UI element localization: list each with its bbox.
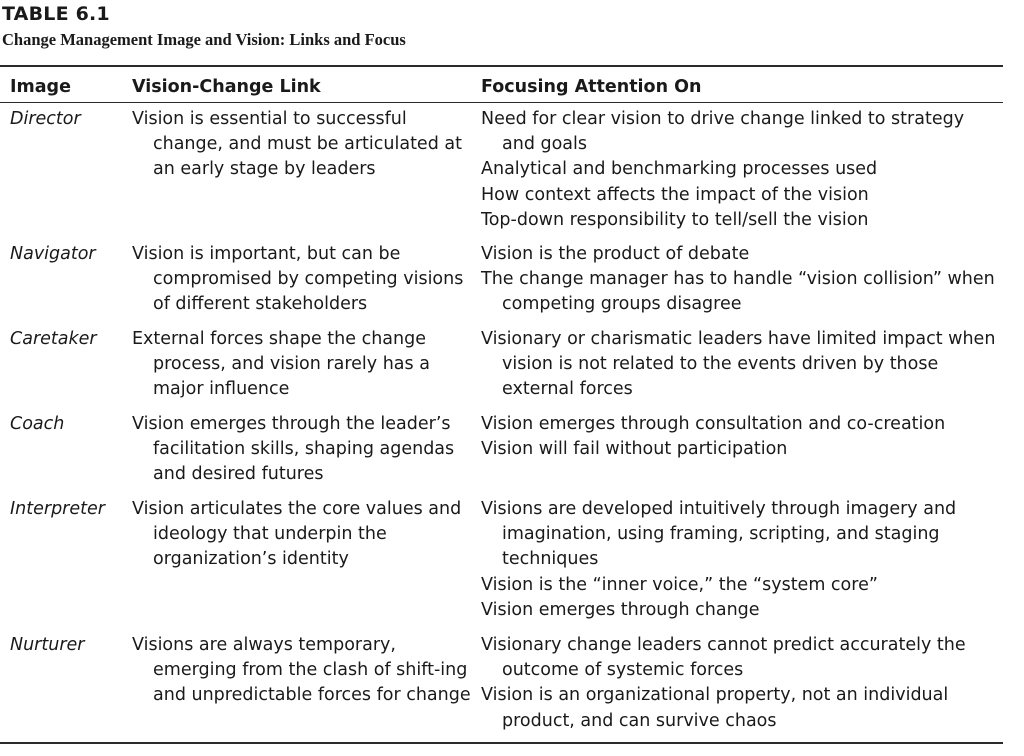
focus-item: Vision will fail without participation — [481, 439, 788, 460]
vision-change-link-cell — [132, 497, 472, 573]
focus-item: Top-down responsibility to tell/sell the vision — [481, 209, 869, 230]
focus-item: Vision is the “inner voice,” the “system core” — [481, 574, 878, 595]
image-cell: Caretaker — [10, 329, 97, 349]
focus-cell — [481, 107, 996, 233]
image-cell: Interpreter — [10, 499, 105, 519]
image-cell: Nurturer — [10, 635, 85, 655]
focus-item: Visionary or charismatic leaders have limited impact when vision is not related to the events driven by those external forces — [481, 329, 996, 400]
table-caption: Change Management Image and Vision: Links and Focus — [2, 30, 406, 49]
focus-cell — [481, 412, 996, 462]
focus-item: Vision is an organizational property, not an individual product, and can survive chaos — [481, 685, 949, 731]
focus-item: Vision emerges through change — [481, 599, 760, 620]
vision-change-link-text: Vision is important, but can be compromised by competing visions of different stakeholders — [132, 244, 464, 315]
focus-item: Need for clear vision to drive change linked to strategy and goals — [481, 109, 965, 155]
header-vision-change-link: Vision-Change Link — [132, 77, 321, 97]
image-cell: Coach — [10, 414, 65, 434]
header-focusing-attention-on: Focusing Attention On — [481, 77, 702, 97]
vision-change-link-text: Vision articulates the core values and ideology that underpin the organization’s identity — [132, 499, 462, 570]
focus-item: The change manager has to handle “vision collision” when competing groups disagree — [481, 269, 995, 315]
focus-item: How context affects the impact of the vision — [481, 184, 869, 205]
table-top-rule — [0, 65, 1003, 67]
vision-change-link-text: Visions are always temporary, emerging from the clash of shift-ing and unpredictable forces for change — [132, 635, 471, 706]
header-image: Image — [10, 77, 71, 97]
focus-item: Vision is the product of debate — [481, 244, 750, 264]
image-cell: Navigator — [10, 244, 96, 264]
focus-cell — [481, 242, 996, 318]
focus-cell — [481, 497, 996, 623]
table-header-rule — [0, 102, 1003, 103]
vision-change-link-text: Vision emerges through the leader’s facilitation skills, shaping agendas and desired futures — [132, 414, 455, 485]
focus-item: Analytical and benchmarking processes used — [481, 159, 878, 180]
table-bottom-rule — [0, 742, 1003, 744]
vision-change-link-cell — [132, 107, 472, 183]
table-number: TABLE 6.1 — [2, 3, 110, 25]
vision-change-link-cell — [132, 327, 472, 403]
focus-item: Visionary change leaders cannot predict accurately the outcome of systemic forces — [481, 635, 966, 681]
vision-change-link-cell — [132, 242, 472, 318]
image-cell: Director — [10, 109, 81, 129]
vision-change-link-cell — [132, 412, 472, 488]
vision-change-link-cell — [132, 633, 472, 709]
focus-cell — [481, 327, 996, 403]
focus-item: Vision emerges through consultation and co-creation — [481, 414, 946, 434]
vision-change-link-text: External forces shape the change process, and vision rarely has a major influence — [132, 329, 430, 400]
vision-change-link-text: Vision is essential to successful change, and must be articulated at an early stage by leaders — [132, 109, 462, 180]
focus-cell — [481, 633, 996, 734]
focus-item: Visions are developed intuitively through imagery and imagination, using framing, scripting, and staging techniques — [481, 499, 957, 570]
